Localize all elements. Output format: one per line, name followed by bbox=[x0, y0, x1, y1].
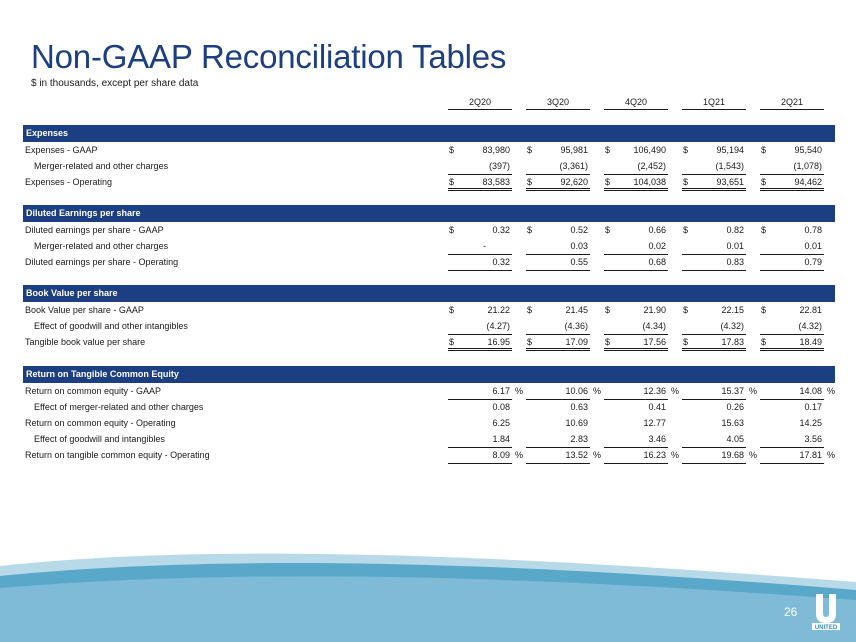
row-label: Diluted earnings per share - Operating bbox=[25, 257, 179, 267]
cell-value: 16.23 bbox=[643, 450, 666, 460]
cell-value: 95,540 bbox=[794, 145, 822, 155]
cell-value: 0.02 bbox=[648, 241, 666, 251]
table-cell bbox=[526, 175, 590, 191]
currency-symbol: $ bbox=[527, 305, 533, 315]
cell-value: 95,981 bbox=[560, 145, 588, 155]
cell-value: (4.34) bbox=[642, 321, 666, 331]
row-label: Return on tangible common equity - Operating bbox=[25, 450, 210, 460]
table-cell bbox=[448, 432, 512, 448]
table-row bbox=[23, 303, 835, 319]
cell-value: (2,452) bbox=[637, 161, 666, 171]
currency-symbol: $ bbox=[683, 177, 689, 187]
table-cell bbox=[682, 384, 746, 400]
cell-value: 17.56 bbox=[643, 337, 666, 347]
table-cell bbox=[526, 303, 590, 319]
currency-symbol: $ bbox=[761, 145, 767, 155]
cell-value: 3.56 bbox=[804, 434, 822, 444]
cell-value: (1,078) bbox=[793, 161, 822, 171]
cell-value: 10.06 bbox=[565, 386, 588, 396]
percent-sign: % bbox=[671, 386, 680, 396]
cell-value: 17.81 bbox=[799, 450, 822, 460]
cell-value: 0.01 bbox=[726, 241, 744, 251]
cell-value: 95,194 bbox=[716, 145, 744, 155]
cell-value: 6.17 bbox=[492, 386, 510, 396]
currency-symbol: $ bbox=[761, 225, 767, 235]
cell-value: 0.79 bbox=[804, 257, 822, 267]
table-cell bbox=[604, 239, 668, 255]
table-cell bbox=[760, 416, 824, 432]
table-cell bbox=[448, 175, 512, 191]
cell-value: 4.05 bbox=[726, 434, 744, 444]
currency-symbol: $ bbox=[449, 305, 455, 315]
table-cell bbox=[526, 223, 590, 239]
table-cell bbox=[682, 432, 746, 448]
cell-value: 6.25 bbox=[492, 418, 510, 428]
cell-value: 83,980 bbox=[482, 145, 510, 155]
table-cell bbox=[526, 448, 590, 464]
table-cell bbox=[760, 159, 824, 175]
table-cell bbox=[604, 335, 668, 351]
currency-symbol: $ bbox=[761, 337, 767, 347]
row-label: Return on common equity - Operating bbox=[25, 418, 176, 428]
percent-sign: % bbox=[515, 386, 524, 396]
table-row bbox=[23, 159, 835, 175]
currency-symbol: $ bbox=[527, 337, 533, 347]
table-cell bbox=[682, 448, 746, 464]
page-title: Non-GAAP Reconciliation Tables bbox=[31, 38, 507, 75]
currency-symbol: $ bbox=[605, 177, 611, 187]
currency-symbol: $ bbox=[683, 225, 689, 235]
currency-symbol: $ bbox=[605, 305, 611, 315]
table-cell bbox=[448, 319, 512, 335]
cell-value: 3.46 bbox=[648, 434, 666, 444]
currency-symbol: $ bbox=[449, 225, 455, 235]
table-cell bbox=[526, 384, 590, 400]
row-label: Tangible book value per share bbox=[25, 337, 146, 347]
table-row bbox=[23, 239, 835, 255]
cell-value: 14.08 bbox=[799, 386, 822, 396]
table-cell bbox=[526, 400, 590, 416]
table-cell bbox=[448, 143, 512, 159]
table-cell bbox=[604, 143, 668, 159]
footer-wave bbox=[0, 548, 856, 642]
page-number: 26 bbox=[784, 605, 798, 619]
percent-sign: % bbox=[749, 386, 758, 396]
cell-value: 0.41 bbox=[648, 402, 666, 412]
table-cell bbox=[448, 159, 512, 175]
table-cell bbox=[526, 416, 590, 432]
table-cell bbox=[604, 384, 668, 400]
cell-value: - bbox=[483, 241, 486, 251]
cell-value: (397) bbox=[488, 161, 510, 171]
currency-symbol: $ bbox=[605, 145, 611, 155]
cell-value: 15.63 bbox=[721, 418, 744, 428]
cell-value: 2.83 bbox=[570, 434, 588, 444]
table-cell bbox=[448, 335, 512, 351]
section-header: Diluted Earnings per share bbox=[23, 205, 835, 222]
row-label: Effect of merger-related and other charges bbox=[34, 402, 204, 412]
column-header-3q20: 3Q20 bbox=[526, 97, 590, 110]
cell-value: 18.49 bbox=[799, 337, 822, 347]
table-row bbox=[23, 255, 835, 271]
table-cell bbox=[682, 416, 746, 432]
table-cell bbox=[526, 255, 590, 271]
cell-value: 0.32 bbox=[492, 225, 510, 235]
cell-value: 10.69 bbox=[565, 418, 588, 428]
table-cell bbox=[604, 223, 668, 239]
cell-value: 94,462 bbox=[794, 177, 822, 187]
column-header-2q21: 2Q21 bbox=[760, 97, 824, 110]
percent-sign: % bbox=[593, 450, 602, 460]
currency-symbol: $ bbox=[449, 177, 455, 187]
table-cell bbox=[760, 303, 824, 319]
table-row bbox=[23, 175, 835, 191]
section-header: Book Value per share bbox=[23, 285, 835, 302]
table-cell bbox=[604, 448, 668, 464]
percent-sign: % bbox=[827, 386, 836, 396]
table-cell bbox=[448, 239, 512, 255]
cell-value: 8.09 bbox=[492, 450, 510, 460]
currency-symbol: $ bbox=[761, 305, 767, 315]
cell-value: 106,490 bbox=[633, 145, 666, 155]
row-label: Book Value per share - GAAP bbox=[25, 305, 144, 315]
svg-text:UNITED: UNITED bbox=[814, 625, 838, 630]
column-header-1q21: 1Q21 bbox=[682, 97, 746, 110]
cell-value: 17.83 bbox=[721, 337, 744, 347]
cell-value: 0.26 bbox=[726, 402, 744, 412]
table-cell bbox=[682, 239, 746, 255]
table-cell bbox=[682, 223, 746, 239]
table-cell bbox=[760, 223, 824, 239]
row-label: Return on common equity - GAAP bbox=[25, 386, 162, 396]
section-header: Expenses bbox=[23, 125, 835, 142]
currency-symbol: $ bbox=[527, 145, 533, 155]
cell-value: 16.95 bbox=[487, 337, 510, 347]
cell-value: 0.01 bbox=[804, 241, 822, 251]
row-label: Effect of goodwill and intangibles bbox=[34, 434, 165, 444]
table-cell bbox=[760, 143, 824, 159]
table-row bbox=[23, 143, 835, 159]
currency-symbol: $ bbox=[761, 177, 767, 187]
row-label: Diluted earnings per share - GAAP bbox=[25, 225, 164, 235]
cell-value: 0.08 bbox=[492, 402, 510, 412]
table-cell bbox=[448, 400, 512, 416]
table-cell bbox=[604, 159, 668, 175]
cell-value: 0.17 bbox=[804, 402, 822, 412]
currency-symbol: $ bbox=[683, 305, 689, 315]
table-cell bbox=[682, 303, 746, 319]
currency-symbol: $ bbox=[605, 225, 611, 235]
cell-value: 104,038 bbox=[633, 177, 666, 187]
row-label: Expenses - Operating bbox=[25, 177, 113, 187]
currency-symbol: $ bbox=[449, 145, 455, 155]
table-cell bbox=[760, 400, 824, 416]
cell-value: 83,583 bbox=[482, 177, 510, 187]
cell-value: (4.27) bbox=[486, 321, 510, 331]
cell-value: 0.03 bbox=[570, 241, 588, 251]
table-cell bbox=[760, 335, 824, 351]
percent-sign: % bbox=[749, 450, 758, 460]
table-cell bbox=[448, 303, 512, 319]
table-cell bbox=[760, 175, 824, 191]
cell-value: 0.68 bbox=[648, 257, 666, 267]
column-header-4q20: 4Q20 bbox=[604, 97, 668, 110]
table-row bbox=[23, 400, 835, 416]
united-logo bbox=[811, 592, 841, 630]
percent-sign: % bbox=[593, 386, 602, 396]
row-label: Expenses - GAAP bbox=[25, 145, 98, 155]
cell-value: 21.45 bbox=[565, 305, 588, 315]
table-cell bbox=[448, 384, 512, 400]
cell-value: 0.78 bbox=[804, 225, 822, 235]
percent-sign: % bbox=[827, 450, 836, 460]
table-cell bbox=[604, 255, 668, 271]
table-cell bbox=[526, 159, 590, 175]
cell-value: 0.55 bbox=[570, 257, 588, 267]
cell-value: 93,651 bbox=[716, 177, 744, 187]
table-cell bbox=[604, 432, 668, 448]
column-header-2q20: 2Q20 bbox=[448, 97, 512, 110]
table-row bbox=[23, 319, 835, 335]
table-row bbox=[23, 416, 835, 432]
cell-value: (1,543) bbox=[715, 161, 744, 171]
table-cell bbox=[526, 335, 590, 351]
percent-sign: % bbox=[671, 450, 680, 460]
table-cell bbox=[526, 239, 590, 255]
cell-value: 12.77 bbox=[643, 418, 666, 428]
table-cell bbox=[682, 319, 746, 335]
table-cell bbox=[526, 319, 590, 335]
cell-value: (4.32) bbox=[798, 321, 822, 331]
table-row bbox=[23, 223, 835, 239]
cell-value: 0.83 bbox=[726, 257, 744, 267]
cell-value: 14.25 bbox=[799, 418, 822, 428]
cell-value: 22.81 bbox=[799, 305, 822, 315]
table-cell bbox=[604, 400, 668, 416]
table-cell bbox=[448, 448, 512, 464]
table-cell bbox=[760, 319, 824, 335]
row-label: Merger-related and other charges bbox=[34, 241, 169, 251]
currency-symbol: $ bbox=[683, 337, 689, 347]
cell-value: 22.15 bbox=[721, 305, 744, 315]
table-row bbox=[23, 432, 835, 448]
table-cell bbox=[682, 400, 746, 416]
table-cell bbox=[448, 255, 512, 271]
cell-value: (4.32) bbox=[720, 321, 744, 331]
table-cell bbox=[448, 223, 512, 239]
cell-value: 0.32 bbox=[492, 257, 510, 267]
table-cell bbox=[760, 255, 824, 271]
table-cell bbox=[760, 448, 824, 464]
table-cell bbox=[526, 432, 590, 448]
table-cell bbox=[526, 143, 590, 159]
table-cell bbox=[760, 384, 824, 400]
table-cell bbox=[682, 143, 746, 159]
currency-symbol: $ bbox=[449, 337, 455, 347]
table-cell bbox=[604, 319, 668, 335]
row-label: Merger-related and other charges bbox=[34, 161, 169, 171]
percent-sign: % bbox=[515, 450, 524, 460]
table-cell bbox=[604, 175, 668, 191]
table-cell bbox=[604, 416, 668, 432]
table-cell bbox=[682, 159, 746, 175]
table-cell bbox=[760, 239, 824, 255]
table-cell bbox=[760, 432, 824, 448]
table-cell bbox=[682, 175, 746, 191]
section-header: Return on Tangible Common Equity bbox=[23, 366, 835, 383]
table-row bbox=[23, 335, 835, 351]
row-label: Effect of goodwill and other intangibles bbox=[34, 321, 188, 331]
currency-symbol: $ bbox=[605, 337, 611, 347]
cell-value: 0.52 bbox=[570, 225, 588, 235]
cell-value: 21.90 bbox=[643, 305, 666, 315]
cell-value: 0.63 bbox=[570, 402, 588, 412]
table-cell bbox=[448, 416, 512, 432]
cell-value: 1.84 bbox=[492, 434, 510, 444]
cell-value: 0.82 bbox=[726, 225, 744, 235]
currency-symbol: $ bbox=[527, 177, 533, 187]
cell-value: 19.68 bbox=[721, 450, 744, 460]
cell-value: 12.36 bbox=[643, 386, 666, 396]
currency-symbol: $ bbox=[527, 225, 533, 235]
cell-value: (3,361) bbox=[559, 161, 588, 171]
page-subtitle: $ in thousands, except per share data bbox=[31, 78, 199, 89]
table-cell bbox=[682, 335, 746, 351]
cell-value: 21.22 bbox=[487, 305, 510, 315]
cell-value: 13.52 bbox=[565, 450, 588, 460]
cell-value: 0.66 bbox=[648, 225, 666, 235]
cell-value: (4.36) bbox=[564, 321, 588, 331]
cell-value: 92,620 bbox=[560, 177, 588, 187]
table-row bbox=[23, 448, 835, 464]
table-cell bbox=[604, 303, 668, 319]
cell-value: 17.09 bbox=[565, 337, 588, 347]
cell-value: 15.37 bbox=[721, 386, 744, 396]
table-cell bbox=[682, 255, 746, 271]
table-row bbox=[23, 384, 835, 400]
currency-symbol: $ bbox=[683, 145, 689, 155]
